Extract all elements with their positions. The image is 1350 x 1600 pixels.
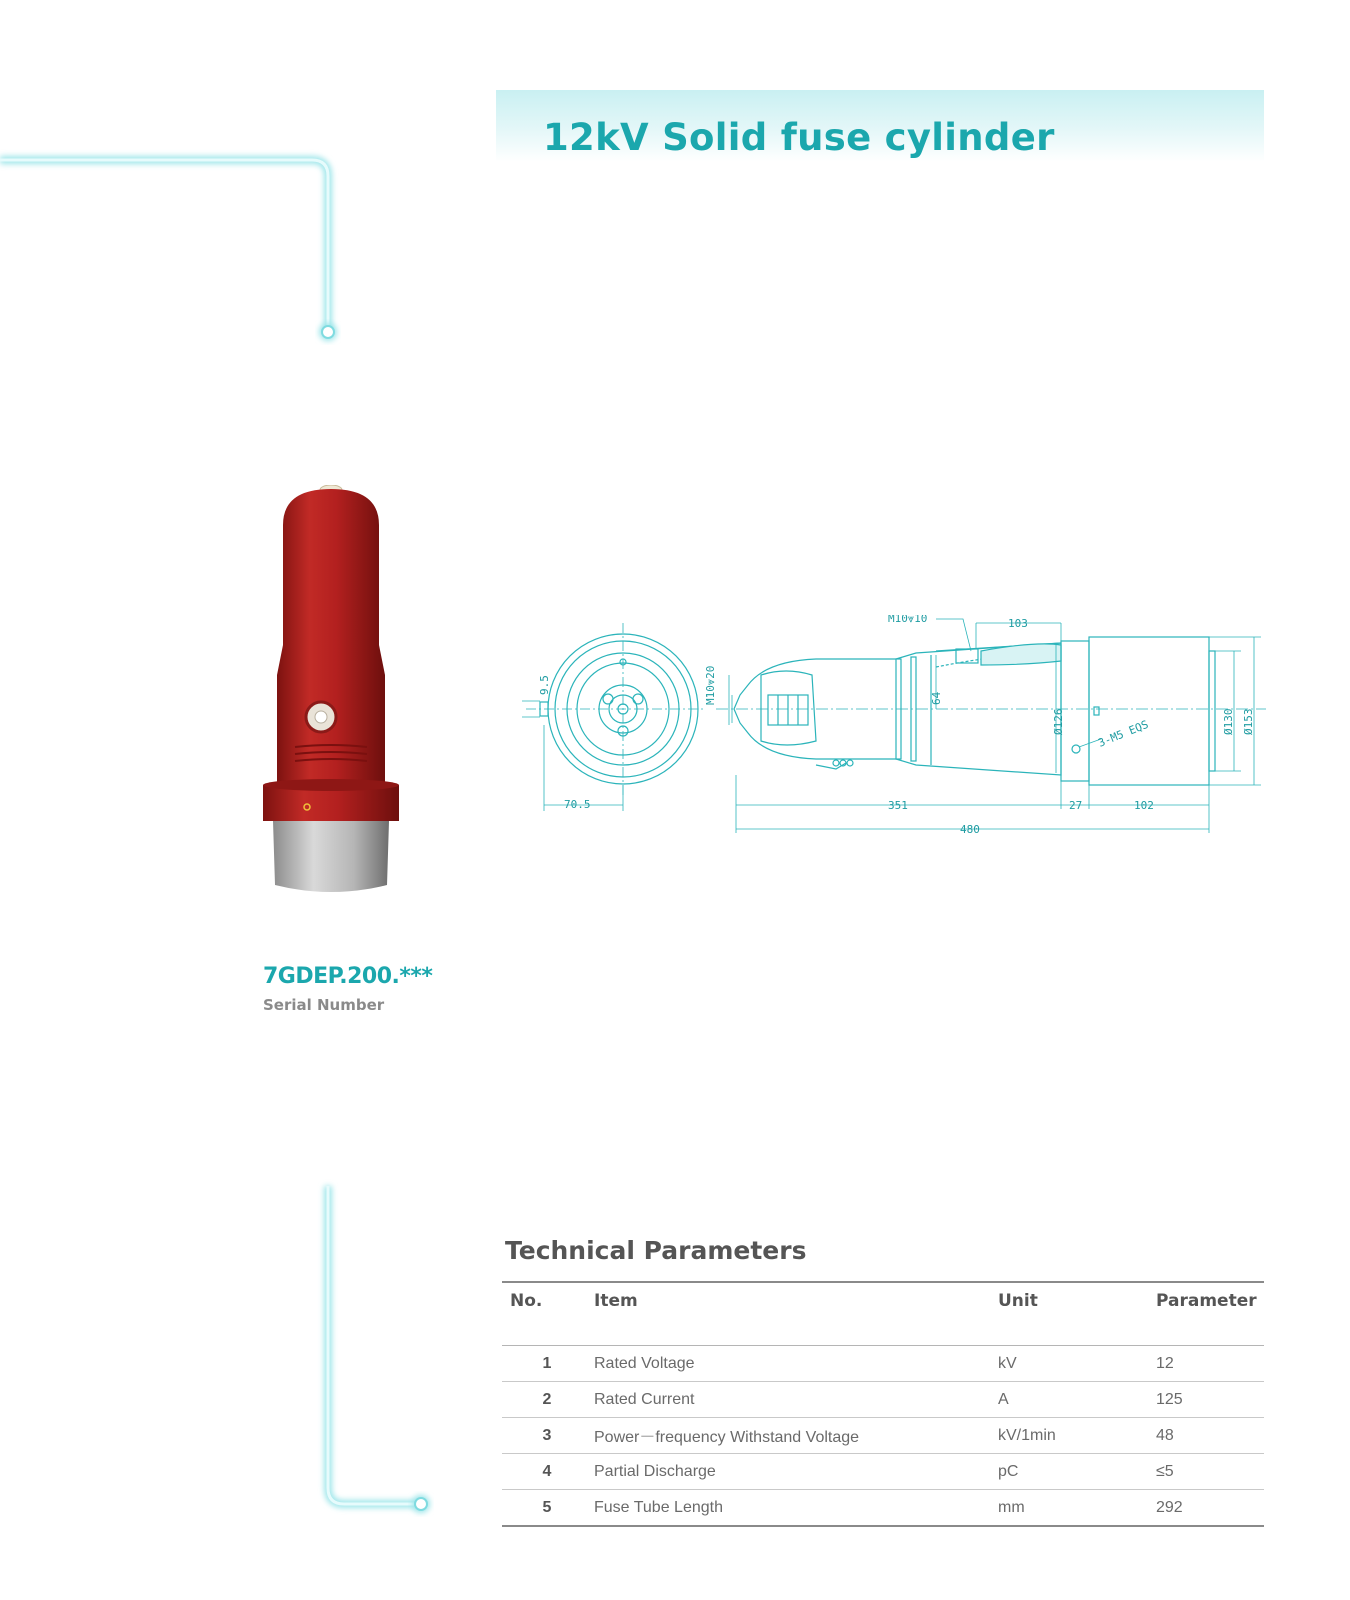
dim-m10-20: M10⩔20 — [704, 665, 717, 705]
table-row — [502, 1490, 1264, 1527]
table-row — [502, 1418, 1264, 1454]
row-parameter: 292 — [1155, 1490, 1264, 1527]
dim-27: 27 — [1069, 799, 1083, 812]
dim-351: 351 — [888, 799, 908, 812]
row-parameter: 125 — [1155, 1382, 1264, 1418]
header-unit: Unit — [997, 1282, 1155, 1346]
table-header-row — [502, 1282, 1264, 1346]
dim-70-5: 70.5 — [564, 798, 591, 811]
header-item: Item — [593, 1282, 997, 1346]
dim-m10-10: M10⩔10 — [888, 615, 928, 625]
row-parameter: 48 — [1155, 1418, 1264, 1454]
row-item: Partial Discharge — [593, 1454, 997, 1490]
table-row — [502, 1346, 1264, 1382]
row-unit: pC — [997, 1454, 1155, 1490]
dim-m5: 3-M5 EQS — [1096, 717, 1151, 750]
technical-drawing — [516, 615, 1276, 865]
row-item: Rated Current — [593, 1382, 997, 1418]
row-no: 2 — [502, 1382, 593, 1418]
row-no: 5 — [502, 1490, 593, 1527]
row-no: 4 — [502, 1454, 593, 1490]
row-unit: A — [997, 1382, 1155, 1418]
bottom-connector-line — [328, 1186, 430, 1513]
row-unit: kV/1min — [997, 1418, 1155, 1454]
serial-number: 7GDEP.200.*** — [263, 964, 433, 989]
dim-130: Ø130 — [1222, 708, 1235, 735]
dim-126: Ø126 — [1052, 708, 1065, 735]
dim-153: Ø153 — [1242, 708, 1255, 735]
table-row — [502, 1382, 1264, 1418]
table-row — [502, 1454, 1264, 1490]
dim-480: 480 — [960, 823, 980, 836]
row-parameter: ≤5 — [1155, 1454, 1264, 1490]
fuse-cylinder-image — [255, 485, 405, 925]
serial-label: Serial Number — [263, 996, 385, 1014]
dim-9-5: 9.5 — [538, 675, 551, 695]
row-no: 3 — [502, 1418, 593, 1454]
row-unit: kV — [997, 1346, 1155, 1382]
side-view — [716, 637, 1266, 785]
technical-parameters-title: Technical Parameters — [505, 1236, 807, 1265]
row-no: 1 — [502, 1346, 593, 1382]
header-no: No. — [502, 1282, 593, 1346]
row-unit: mm — [997, 1490, 1155, 1527]
row-item: Fuse Tube Length — [593, 1490, 997, 1527]
header-parameter: Parameter — [1155, 1282, 1264, 1346]
dim-103: 103 — [1008, 617, 1028, 630]
technical-parameters-table — [502, 1281, 1264, 1527]
dim-64: 64 — [930, 691, 943, 705]
row-parameter: 12 — [1155, 1346, 1264, 1382]
front-view — [522, 623, 706, 811]
page-title: 12kV Solid fuse cylinder — [543, 116, 1055, 159]
row-item: Rated Voltage — [593, 1346, 997, 1382]
top-connector-line — [0, 160, 337, 341]
dim-102: 102 — [1134, 799, 1154, 812]
row-item: Power－frequency Withstand Voltage — [593, 1418, 997, 1454]
